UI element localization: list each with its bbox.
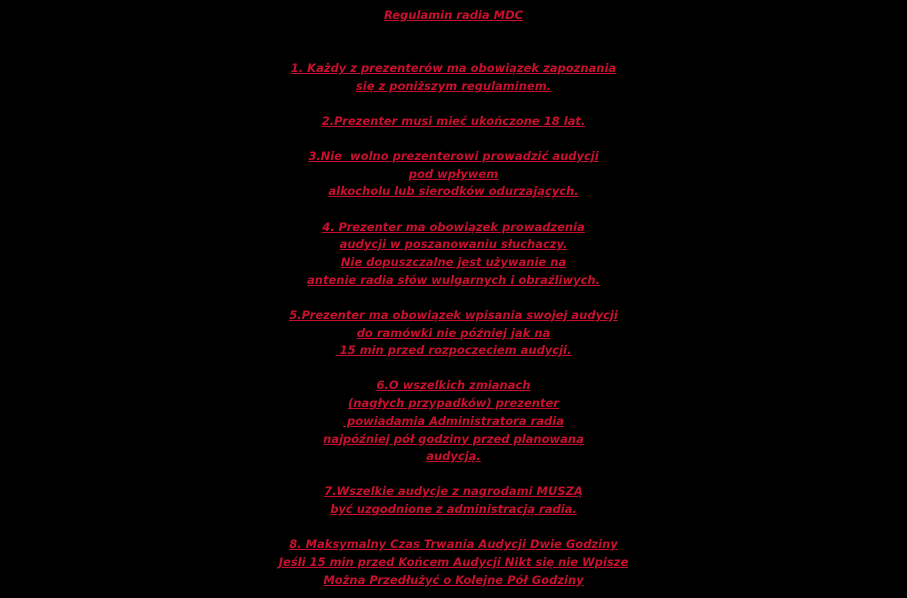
rule-line: 3.Nie wolno prezenterowi prowadzić audycji (308, 149, 599, 164)
rule-line: do ramówki nie później jak na (356, 325, 551, 340)
rule-line: Można Przedłużyć o Kolejne Pół Godziny (323, 572, 584, 587)
rule-line: audycji w poszanowaniu słuchaczy. (339, 237, 568, 252)
rules-list (0, 60, 907, 598)
rule-line: powiadamia Administratora radia (343, 413, 564, 428)
rule-8 (0, 536, 907, 589)
rule-line: się z poniższym regulaminem. (355, 78, 552, 93)
page-title: Regulamin radia MDC (383, 8, 524, 22)
rule-line: Nie dopuszczalne jest używanie na (340, 255, 567, 269)
rule-line: alkocholu lub sierodków odurzających. (328, 184, 579, 199)
rule-line: 1. Każdy z prezenterów ma obowiązek zapoznania (290, 61, 617, 75)
rule-4 (0, 219, 907, 290)
rule-line: 6.O wszelkich zmianach (376, 378, 531, 393)
rule-line: 2.Prezenter musi mieć ukończone 18 lat. (321, 113, 586, 128)
rule-line: 5.Prezenter ma obowiązek wpisania swojej audycji (289, 307, 618, 322)
rule-line: 15 min przed rozpoczeciem audycji. (335, 343, 572, 358)
rule-line: pod wpływem (408, 166, 499, 181)
rule-1 (0, 60, 907, 95)
rule-6 (0, 377, 907, 465)
rule-line: 4. Prezenter ma obowiązek prowadzenia (322, 219, 585, 234)
rule-line: być uzgodnione z administracją radia. (330, 502, 577, 517)
rule-line: (nagłych przypadków) prezenter (348, 396, 559, 411)
rule-5 (0, 307, 907, 360)
rule-line: audycją. (426, 449, 481, 464)
rule-line: Jeśli 15 min przed Końcem Audycji Nikt się nie Wpisze (278, 554, 629, 569)
rule-2 (0, 113, 907, 131)
rule-line: najpóźniej pół godziny przed planowaną (323, 431, 584, 446)
rule-line: 8. Maksymalny Czas Trwania Audycji Dwie Godziny (289, 537, 618, 552)
rule-7 (0, 483, 907, 518)
rule-3 (0, 148, 907, 201)
rule-line: 7.Wszelkie audycje z nagrodami MUSZĄ (324, 484, 583, 499)
rule-line: antenie radia słów wulgarnych i obraźliwych. (307, 272, 600, 287)
